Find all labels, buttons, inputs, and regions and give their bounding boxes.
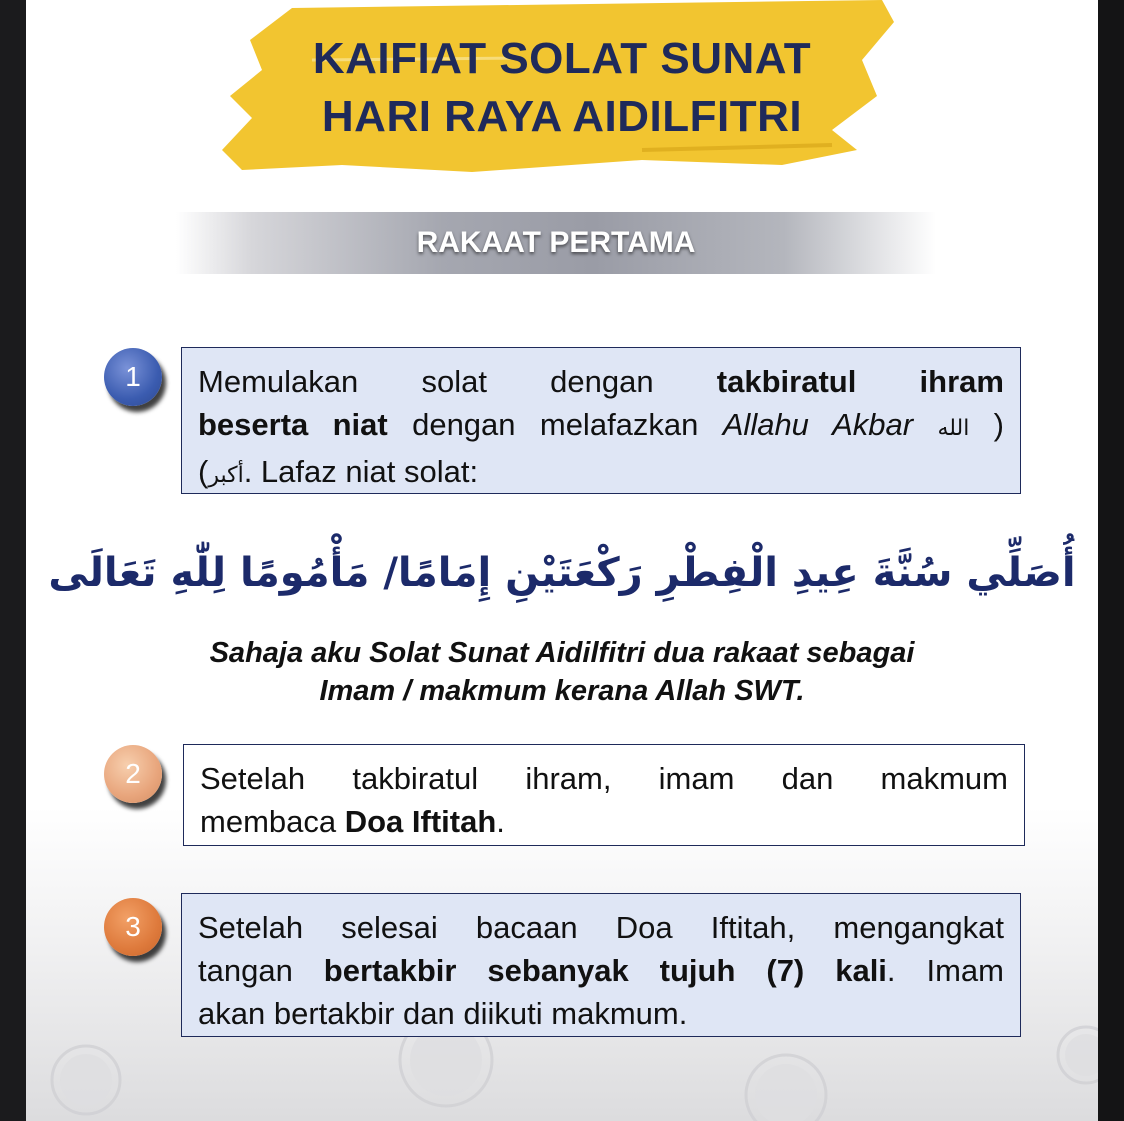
right-dark-strip xyxy=(1098,0,1124,1121)
step-1-arabic-inline: الله xyxy=(937,416,970,441)
step-1-text: solat xyxy=(421,364,487,399)
step-2-badge: 2 xyxy=(104,745,162,803)
step-1-text: ) xyxy=(969,407,1005,442)
step-3-bold-text: bertakbir sebanyak tujuh (7) kali xyxy=(323,953,887,988)
step-1-arabic-inline: أكبر xyxy=(208,463,244,488)
niat-arabic-text: أُصَلِّي سُنَّةَ عِيدِ الْفِطْرِ رَكْعَتَيْنِ إِمَامًا/ مَأْمُومًا لِلّٰهِ تَعَالَى xyxy=(48,550,1076,596)
niat-translation-line-2: Imam / makmum kerana Allah SWT. xyxy=(319,675,805,707)
poster-page xyxy=(26,0,1098,1121)
step-1-badge: 1 xyxy=(104,348,162,406)
step-1-text: . Lafaz niat solat: xyxy=(243,454,479,489)
step-2-text: . xyxy=(496,804,505,839)
step-3-line-2 xyxy=(198,949,1004,992)
step-3-text: tangan xyxy=(198,953,324,988)
niat-translation xyxy=(26,634,1098,710)
step-3-line-1: Setelah selesai bacaan Doa Iftitah, mengangkat xyxy=(198,910,1004,945)
niat-translation-line-1: Sahaja aku Solat Sunat Aidilfitri dua rakaat sebagai xyxy=(209,637,915,669)
step-1-line-1 xyxy=(198,360,1004,403)
title-line-1: KAIFIAT SOLAT SUNAT xyxy=(312,34,812,83)
step-2-bold-text: Doa Iftitah xyxy=(344,804,497,839)
step-3-line-3: akan bertakbir dan diikuti makmum. xyxy=(198,996,688,1031)
step-1-bold-text: ihram xyxy=(919,364,1004,399)
step-1-text: dengan melafazkan xyxy=(387,407,723,442)
title-banner xyxy=(222,0,902,178)
step-1-bold-text: takbiratul xyxy=(716,364,857,399)
step-2-text: membaca xyxy=(200,804,345,839)
step-3-box xyxy=(181,893,1021,1037)
step-1-line-2 xyxy=(198,403,1004,450)
step-2-line-1: Setelah takbiratul ihram, imam dan makmum xyxy=(200,761,1008,796)
step-3-badge: 3 xyxy=(104,898,162,956)
step-1-bold-text: beserta niat xyxy=(198,407,388,442)
step-2-box xyxy=(183,744,1025,846)
step-3-text: . Imam xyxy=(886,953,1004,988)
step-1-box xyxy=(181,347,1021,494)
step-1-text: Memulakan xyxy=(198,364,359,399)
title-line-2: HARI RAYA AIDILFITRI xyxy=(321,92,803,141)
step-2-line-2 xyxy=(200,800,1008,843)
section-heading: RAKAAT PERTAMA xyxy=(416,226,696,259)
step-1-text: dengan xyxy=(550,364,654,399)
section-heading-bar xyxy=(176,212,936,274)
step-1-text: ( xyxy=(198,454,209,489)
step-1-line-3 xyxy=(198,450,1004,497)
step-1-italic-text: Allahu Akbar xyxy=(722,407,914,442)
